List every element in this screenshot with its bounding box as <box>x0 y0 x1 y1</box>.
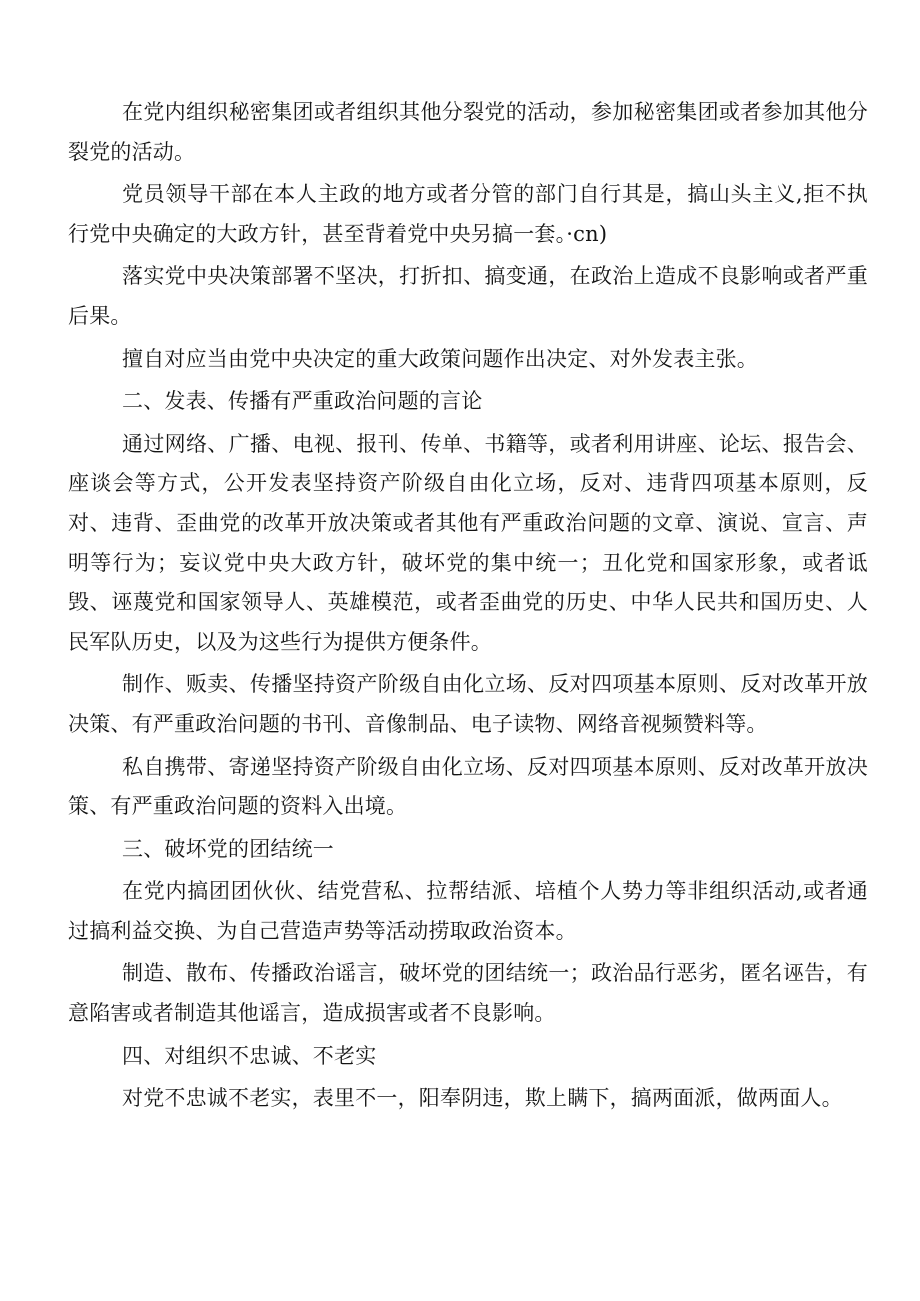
paragraph-carrying-materials: 私自携带、寄递坚持资产阶级自由化立场、反对四项基本原则、反对改革开放决策、有严重政治问题的资料入出境。 <box>68 754 868 819</box>
paragraph-secret-groups: 在党内组织秘密集团或者组织其他分裂党的活动，参加秘密集团或者参加其他分裂党的活动。 <box>68 100 868 164</box>
paragraph-factions: 在党内搞团团伙伙、结党营私、拉帮结派、培植个人势力等非组织活动,或者通过搞利益交换、为自己营造声势等活动捞取政治资本。 <box>68 879 868 943</box>
paragraph-unauthorized-decisions: 擅自对应当由党中央决定的重大政策问题作出决定、对外发表主张。 <box>122 346 758 371</box>
paragraph-rumors: 制造、散布、传播政治谣言，破坏党的团结统一；政治品行恶劣，匿名诬告，有意陷害或者制造其他谣言，造成损害或者不良影响。 <box>68 961 868 1026</box>
paragraph-acting-independently: 党员领导干部在本人主政的地方或者分管的部门自行其是，搞山头主义,拒不执行党中央确定的大政方针，甚至背着党中央另搞一套。·cn) <box>68 182 868 246</box>
section-heading-4: 四、对组织不忠诚、不老实 <box>122 1043 377 1068</box>
paragraph-producing-materials: 制作、贩卖、传播坚持资产阶级自由化立场、反对四项基本原则、反对改革开放决策、有严重政治问题的书刊、音像制品、电子读物、网络音视频赞料等。 <box>68 672 868 736</box>
document-page <box>68 93 868 1122</box>
paragraph-publishing-remarks: 通过网络、广播、电视、报刊、传单、书籍等，或者利用讲座、论坛、报告会、座谈会等方式，公开发表坚持资产阶级自由化立场，反对、违背四项基本原则，反对、违背、歪曲党的改革开放决策或者其他有严重政治问题的文章、演说、宣言、声明等行为；妄议党中央大政方针，破坏党的集中统一；丑化党和国家形象，或者诋毁、诬蔑党和国家领导人、英雄模范，或者歪曲党的历史、中华人民共和国历史、人民军队历史，以及为这些行为提供方便条件。 <box>68 431 868 654</box>
section-heading-3: 三、破坏党的团结统一 <box>122 836 334 861</box>
section-heading-2: 二、发表、传播有严重政治问题的言论 <box>122 389 483 414</box>
paragraph-disloyalty: 对党不忠诚不老实，表里不一，阳奉阴违，欺上瞒下，搞两面派，做两面人。 <box>122 1086 843 1111</box>
paragraph-implementation: 落实党中央决策部署不坚决，打折扣、搞变通，在政治上造成不良影响或者严重后果。 <box>68 264 868 328</box>
